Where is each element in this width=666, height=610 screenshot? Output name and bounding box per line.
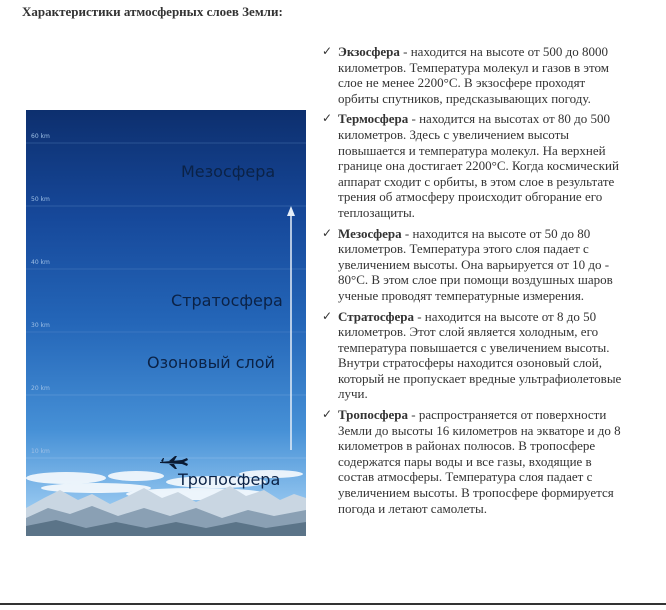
label-troposphere: Тропосфера — [178, 470, 281, 489]
km-tick-label: 50 km — [31, 196, 50, 203]
list-item-exosphere — [322, 44, 622, 106]
label-ozone-layer: Озоновый слой — [147, 353, 275, 372]
term: Экзосфера — [338, 44, 400, 59]
term: Мезосфера — [338, 225, 402, 241]
description: - распространяется от поверхности Земли до высоты 16 километров на экваторе и до 8 километров в районах полюсов. В тропосфере содержатся пары воды и все газы, входящие в состав атмосферы. Температура слоя падает с увеличением высоты. В тропосфере формируется погода и летают самолеты. — [338, 407, 621, 516]
label-stratosphere: Стратосфера — [171, 291, 283, 310]
checkmark-icon: ✓ — [322, 111, 333, 126]
description: - находится на высоте от 8 до 50 километров. Этот слой является холодным, его температура повышается с увеличением высоты. Внутри стратосферы находится озоновый слой, который не пропускает вредные ультрафиолетовые лучи. — [338, 308, 622, 402]
list-item-troposphere — [322, 407, 622, 516]
description: - находится на высоте от 50 до 80 километров. Температура этого слоя падает с увеличением высоты. Она варьируется от 10 до - 80°С. В этом слое при помощи воздушных шаров ученые проводят температурные измерения. — [338, 225, 613, 303]
km-tick-label: 60 km — [31, 133, 50, 140]
atmosphere-diagram — [26, 110, 306, 536]
checkmark-icon: ✓ — [322, 225, 333, 240]
km-tick-label: 30 km — [31, 322, 50, 329]
layer-list — [322, 44, 622, 516]
checkmark-icon: ✓ — [322, 407, 333, 422]
term: Термосфера — [338, 111, 409, 127]
list-item-mesosphere — [322, 226, 622, 304]
description: - находится на высоте от 500 до 8000 километров. Температура молекул и газов в этом слое не менее 2200°С. В экзосфере проходят орбиты спутников, предсказывающих погоду. — [338, 44, 609, 106]
label-mesosphere: Мезосфера — [181, 162, 276, 181]
checkmark-icon: ✓ — [322, 44, 333, 58]
list-item-thermosphere — [322, 111, 622, 220]
page-title: Характеристики атмосферных слоев Земли: — [22, 4, 283, 19]
list-item-stratosphere — [322, 309, 622, 403]
term: Стратосфера — [338, 308, 414, 324]
km-tick-label: 10 km — [31, 448, 50, 455]
description: - находится на высотах от 80 до 500 километров. Здесь с увеличением высоты повышается и температура молекул. На верхней границе она достигает 2200°С. Когда космический аппарат сходит с орбиты, в этом слое в результате трения об атмосферу происходит обгорание его теплозащиты. — [338, 111, 619, 220]
bottom-divider — [0, 603, 666, 605]
km-tick-label: 20 km — [31, 385, 50, 392]
checkmark-icon: ✓ — [322, 308, 333, 323]
term: Тропосфера — [338, 407, 408, 423]
km-tick-label: 40 km — [31, 259, 50, 266]
altitude-arrow-head — [287, 206, 295, 216]
